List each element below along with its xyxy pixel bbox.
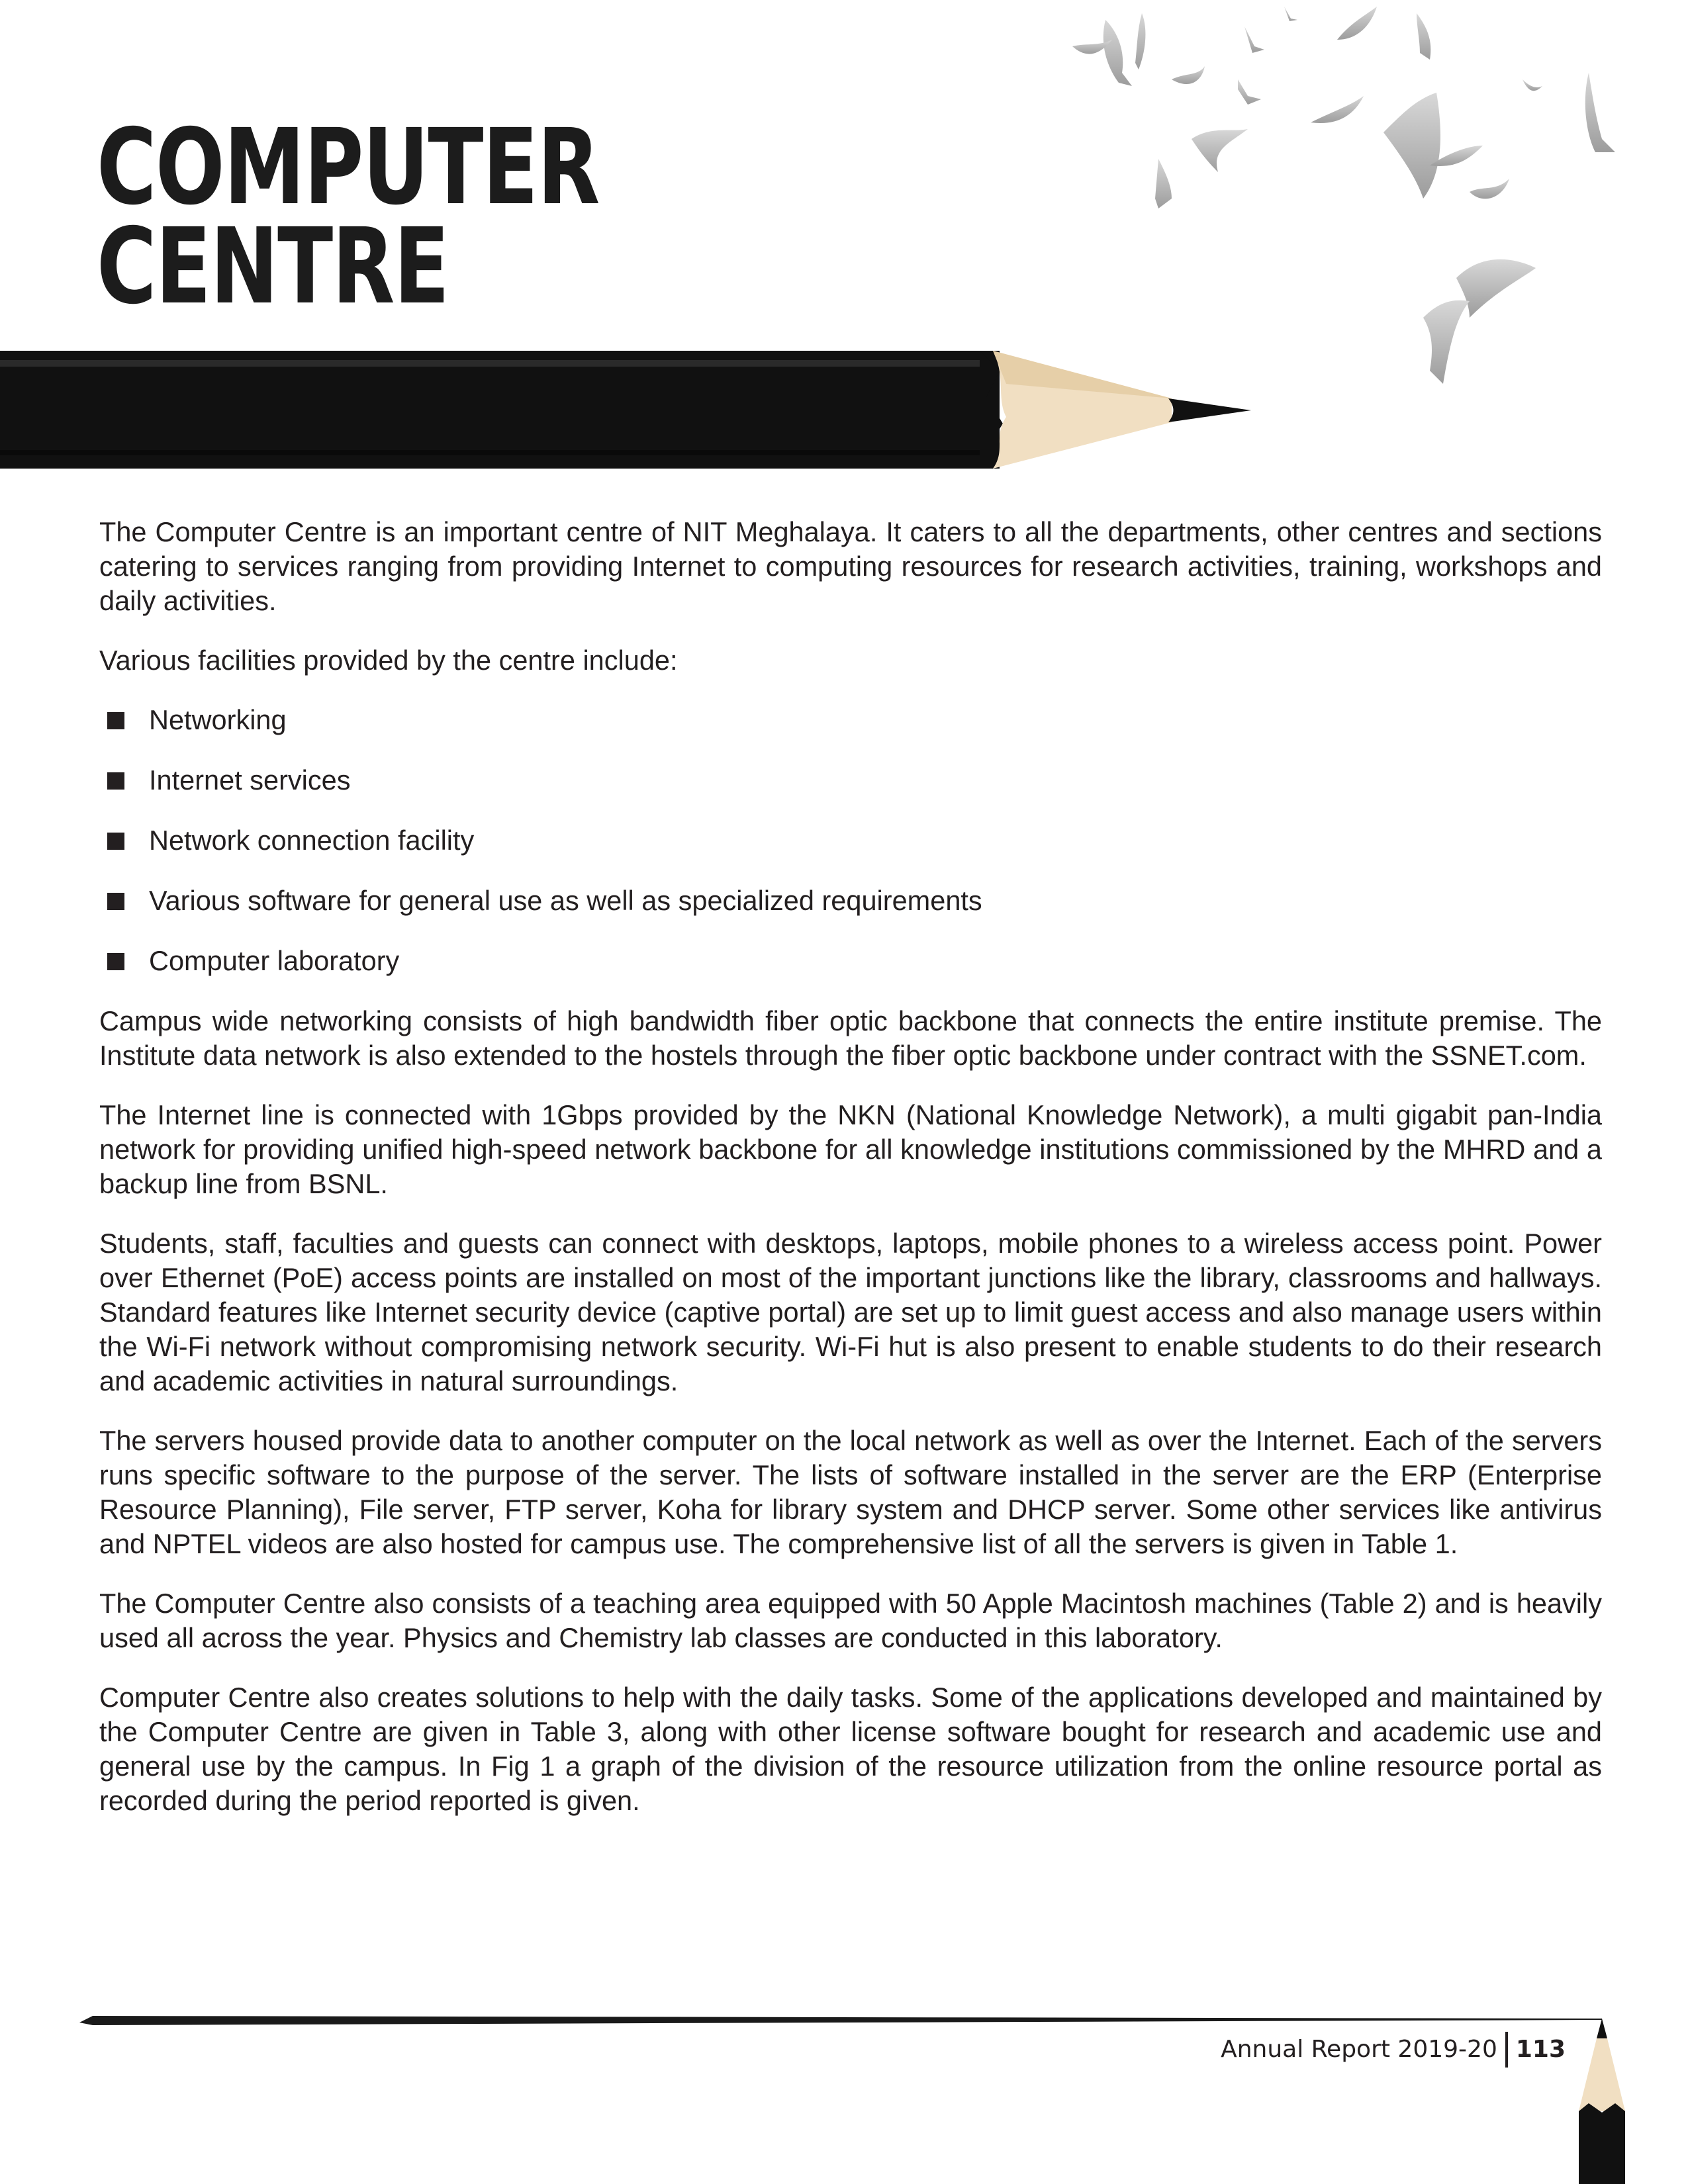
page-number: 113 — [1515, 2036, 1566, 2063]
square-bullet-icon — [107, 833, 124, 850]
page-title — [97, 107, 599, 328]
teaching-area-paragraph: The Computer Centre also consists of a teaching area equipped with 50 Apple Macintosh machines (Table 2) and is heavily used all across the year. Physics and Chemistry lab classes are conducted in this laboratory. — [99, 1588, 1602, 1653]
list-item — [99, 884, 1602, 918]
title-line-1: COMPUTER — [97, 107, 599, 228]
list-item-text: Computer laboratory — [149, 945, 400, 976]
flying-birds-illustration — [1019, 0, 1688, 397]
footer-pencil-icon — [1569, 2019, 1635, 2184]
list-item-text: Network connection facility — [149, 825, 475, 856]
list-item-text: Internet services — [149, 764, 351, 796]
square-bullet-icon — [107, 953, 124, 970]
wireless-paragraph: Students, staff, faculties and guests can connect with desktops, laptops, mobile phones to a wireless access point. Power over Ethernet (PoE) access points are installed on most of the important junctions like the library, classrooms and hallways. Standard features like Internet security device (captive portal) are set up to limit guest access and also manage users within the Wi-Fi network without compromising network security. Wi-Fi hut is also present to enable students to do their research and academic activities in natural surroundings. — [99, 1228, 1602, 1396]
list-item — [99, 763, 1602, 797]
list-item-text: Various software for general use as well as specialized requirements — [149, 885, 982, 916]
list-item — [99, 823, 1602, 858]
footer-separator — [1505, 2032, 1508, 2068]
facilities-lead-paragraph: Various facilities provided by the centre include: — [99, 645, 678, 676]
body-content — [99, 515, 1602, 1843]
square-bullet-icon — [107, 712, 124, 729]
solutions-paragraph: Computer Centre also creates solutions to help with the daily tasks. Some of the applications developed and maintained by the Computer Centre are given in Table 3, along with other license software bought for research and academic use and general use by the campus. In Fig 1 a graph of the division of the resource utilization from the online resource portal as recorded during the period reported is given. — [99, 1682, 1602, 1816]
square-bullet-icon — [107, 893, 124, 910]
footer-report-title: Annual Report 2019-20 — [1221, 2036, 1497, 2063]
list-item-text: Networking — [149, 704, 287, 735]
footer — [1221, 2032, 1566, 2068]
square-bullet-icon — [107, 772, 124, 790]
facilities-list — [99, 703, 1602, 978]
intro-paragraph: The Computer Centre is an important centre of NIT Meghalaya. It caters to all the departments, other centres and sections catering to services ranging from providing Internet to computing resources for research activities, training, workshops and daily activities. — [99, 516, 1602, 616]
internet-paragraph: The Internet line is connected with 1Gbps provided by the NKN (National Knowledge Network), a multi gigabit pan-India network for providing unified high-speed network backbone for all knowledge institutions commissioned by the MHRD and a backup line from BSNL. — [99, 1099, 1602, 1199]
list-item — [99, 944, 1602, 978]
servers-paragraph: The servers housed provide data to another computer on the local network as well as over the Internet. Each of the servers runs specific software to the purpose of the server. The lists of software installed in the server are the ERP (Enterprise Resource Planning), File server, FTP server, Koha for library system and DHCP server. Some other services like antivirus and NPTEL videos are also hosted for campus use. The comprehensive list of all the servers is given in Table 1. — [99, 1425, 1602, 1559]
title-line-2: CENTRE — [97, 206, 449, 328]
list-item — [99, 703, 1602, 737]
pencil-banner-graphic — [0, 344, 1258, 477]
networking-paragraph: Campus wide networking consists of high bandwidth fiber optic backbone that connects the entire institute premise. The Institute data network is also extended to the hostels through the fiber optic backbone under contract with the SSNET.com. — [99, 1005, 1602, 1071]
